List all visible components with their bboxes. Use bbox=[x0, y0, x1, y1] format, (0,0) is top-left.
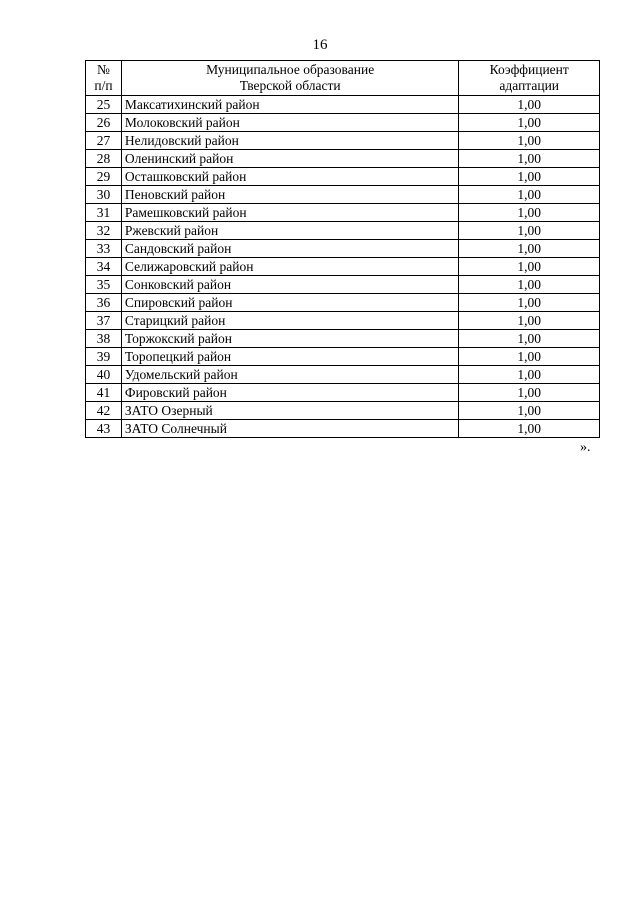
row-municipality: Максатихинский район bbox=[121, 96, 459, 114]
row-coefficient: 1,00 bbox=[459, 114, 600, 132]
table-row bbox=[86, 222, 600, 240]
row-municipality: Нелидовский район bbox=[121, 132, 459, 150]
row-municipality: Пеновский район bbox=[121, 186, 459, 204]
table-body bbox=[86, 96, 600, 438]
row-municipality: Удомельский район bbox=[121, 366, 459, 384]
row-municipality: Оленинский район bbox=[121, 150, 459, 168]
row-coefficient: 1,00 bbox=[459, 330, 600, 348]
row-municipality: Осташковский район bbox=[121, 168, 459, 186]
row-number: 43 bbox=[86, 420, 122, 438]
row-coefficient: 1,00 bbox=[459, 276, 600, 294]
table-row bbox=[86, 96, 600, 114]
table-row bbox=[86, 276, 600, 294]
table-row bbox=[86, 186, 600, 204]
row-coefficient: 1,00 bbox=[459, 402, 600, 420]
row-number: 26 bbox=[86, 114, 122, 132]
row-number: 27 bbox=[86, 132, 122, 150]
row-number: 38 bbox=[86, 330, 122, 348]
table-row bbox=[86, 402, 600, 420]
row-number: 39 bbox=[86, 348, 122, 366]
header-number bbox=[86, 61, 122, 96]
coefficient-table bbox=[85, 60, 600, 438]
closing-quote-mark: ». bbox=[580, 440, 591, 455]
row-number: 29 bbox=[86, 168, 122, 186]
row-number: 41 bbox=[86, 384, 122, 402]
row-coefficient: 1,00 bbox=[459, 384, 600, 402]
header-number-line2: п/п bbox=[94, 78, 113, 93]
table-row bbox=[86, 384, 600, 402]
row-coefficient: 1,00 bbox=[459, 96, 600, 114]
table-row bbox=[86, 168, 600, 186]
row-municipality: Старицкий район bbox=[121, 312, 459, 330]
row-municipality: ЗАТО Озерный bbox=[121, 402, 459, 420]
row-coefficient: 1,00 bbox=[459, 258, 600, 276]
row-number: 28 bbox=[86, 150, 122, 168]
row-coefficient: 1,00 bbox=[459, 186, 600, 204]
row-number: 33 bbox=[86, 240, 122, 258]
row-number: 31 bbox=[86, 204, 122, 222]
row-number: 35 bbox=[86, 276, 122, 294]
table-row bbox=[86, 240, 600, 258]
row-number: 32 bbox=[86, 222, 122, 240]
row-municipality: Торопецкий район bbox=[121, 348, 459, 366]
table-row bbox=[86, 330, 600, 348]
table-row bbox=[86, 204, 600, 222]
header-municipality bbox=[121, 61, 459, 96]
row-coefficient: 1,00 bbox=[459, 240, 600, 258]
row-municipality: Торжокский район bbox=[121, 330, 459, 348]
row-municipality: Спировский район bbox=[121, 294, 459, 312]
table-row bbox=[86, 312, 600, 330]
page-number: 16 bbox=[312, 37, 328, 53]
row-number: 40 bbox=[86, 366, 122, 384]
table-row bbox=[86, 348, 600, 366]
header-coefficient bbox=[459, 61, 600, 96]
row-number: 25 bbox=[86, 96, 122, 114]
row-coefficient: 1,00 bbox=[459, 366, 600, 384]
row-municipality: Ржевский район bbox=[121, 222, 459, 240]
row-number: 37 bbox=[86, 312, 122, 330]
row-coefficient: 1,00 bbox=[459, 168, 600, 186]
header-municipality-line2: Тверской области bbox=[239, 78, 341, 93]
row-coefficient: 1,00 bbox=[459, 294, 600, 312]
row-coefficient: 1,00 bbox=[459, 150, 600, 168]
row-number: 34 bbox=[86, 258, 122, 276]
table-row bbox=[86, 132, 600, 150]
table-row bbox=[86, 150, 600, 168]
row-number: 36 bbox=[86, 294, 122, 312]
table-row bbox=[86, 258, 600, 276]
row-municipality: Сандовский район bbox=[121, 240, 459, 258]
row-number: 30 bbox=[86, 186, 122, 204]
table-row bbox=[86, 420, 600, 438]
row-coefficient: 1,00 bbox=[459, 222, 600, 240]
header-number-line1: № bbox=[97, 62, 110, 77]
header-municipality-line1: Муниципальное образование bbox=[206, 62, 375, 77]
row-municipality: Фировский район bbox=[121, 384, 459, 402]
row-municipality: Сонковский район bbox=[121, 276, 459, 294]
row-municipality: Молоковский район bbox=[121, 114, 459, 132]
header-coefficient-line2: адаптации bbox=[499, 78, 560, 93]
row-coefficient: 1,00 bbox=[459, 132, 600, 150]
table-row bbox=[86, 294, 600, 312]
row-number: 42 bbox=[86, 402, 122, 420]
row-coefficient: 1,00 bbox=[459, 348, 600, 366]
header-coefficient-line1: Коэффициент bbox=[489, 62, 569, 77]
row-municipality: ЗАТО Солнечный bbox=[121, 420, 459, 438]
table-row bbox=[86, 366, 600, 384]
row-coefficient: 1,00 bbox=[459, 204, 600, 222]
table-row bbox=[86, 114, 600, 132]
table-header-row bbox=[86, 61, 600, 96]
row-coefficient: 1,00 bbox=[459, 420, 600, 438]
row-municipality: Селижаровский район bbox=[121, 258, 459, 276]
row-coefficient: 1,00 bbox=[459, 312, 600, 330]
row-municipality: Рамешковский район bbox=[121, 204, 459, 222]
